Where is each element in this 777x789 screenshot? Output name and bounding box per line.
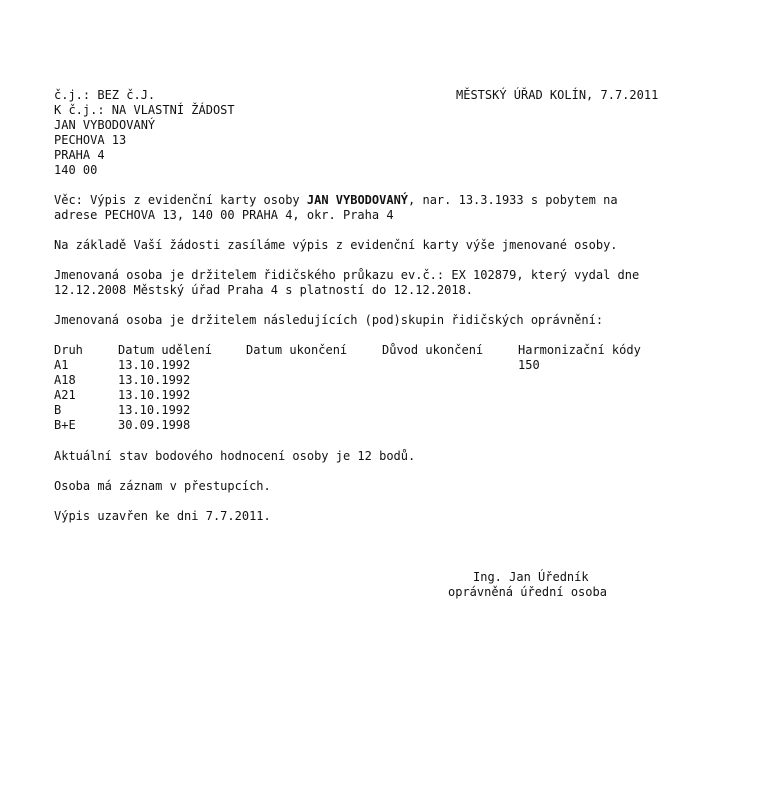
paragraph-licence-1: Jmenovaná osoba je držitelem řidičského průkazu ev.č.: EX 102879, který vydal dne	[54, 268, 640, 282]
cell-druh: B	[54, 403, 62, 417]
office-and-date: MĚSTSKÝ ÚŘAD KOLÍN, 7.7.2011	[456, 88, 659, 102]
subject-suffix: , nar. 13.3.1933 s pobytem na	[408, 193, 618, 207]
subject-prefix: Věc: Výpis z evidenční karty osoby	[54, 193, 307, 207]
signatory-role: oprávněná úřední osoba	[448, 585, 607, 599]
cell-datum-udeleni: 30.09.1998	[118, 418, 191, 432]
paragraph-request: Na základě Vaší žádosti zasíláme výpis z evidenční karty výše jmenované osoby.	[54, 238, 618, 252]
subject-line	[54, 193, 618, 208]
subject-person-name: JAN VYBODOVANÝ	[306, 193, 409, 207]
reference-number: č.j.: BEZ č.J.	[54, 88, 156, 102]
cell-druh: A21	[54, 388, 76, 402]
offences-record: Osoba má záznam v přestupcích.	[54, 479, 271, 493]
closing-date: Výpis uzavřen ke dni 7.7.2011.	[54, 509, 271, 523]
cell-harmonizacni-kody: 150	[518, 358, 540, 372]
paragraph-groups: Jmenovaná osoba je držitelem následujících (pod)skupin řidičských oprávnění:	[54, 313, 604, 327]
addressee-street: PECHOVA 13	[54, 133, 127, 147]
subject-address: adrese PECHOVA 13, 140 00 PRAHA 4, okr. Praha 4	[54, 208, 394, 222]
header-druh: Druh	[54, 343, 83, 357]
addressee-city: PRAHA 4	[54, 148, 105, 162]
cell-druh: A18	[54, 373, 76, 387]
signatory-name: Ing. Jan Úředník	[473, 570, 589, 584]
cell-druh: A1	[54, 358, 69, 372]
header-datum-ukonceni: Datum ukončení	[246, 343, 348, 357]
paragraph-licence-2: 12.12.2008 Městský úřad Praha 4 s platností do 12.12.2018.	[54, 283, 474, 297]
header-harmonizacni-kody: Harmonizační kódy	[518, 343, 641, 357]
cell-datum-udeleni: 13.10.1992	[118, 358, 191, 372]
cell-datum-udeleni: 13.10.1992	[118, 403, 191, 417]
points-status: Aktuální stav bodového hodnocení osoby je 12 bodů.	[54, 449, 416, 463]
cell-datum-udeleni: 13.10.1992	[118, 388, 191, 402]
related-reference: K č.j.: NA VLASTNÍ ŽÁDOST	[54, 103, 235, 117]
addressee-name: JAN VYBODOVANÝ	[54, 118, 156, 132]
header-datum-udeleni: Datum udělení	[118, 343, 212, 357]
header-duvod-ukonceni: Důvod ukončení	[382, 343, 484, 357]
addressee-postcode: 140 00	[54, 163, 98, 177]
cell-druh: B+E	[54, 418, 76, 432]
cell-datum-udeleni: 13.10.1992	[118, 373, 191, 387]
